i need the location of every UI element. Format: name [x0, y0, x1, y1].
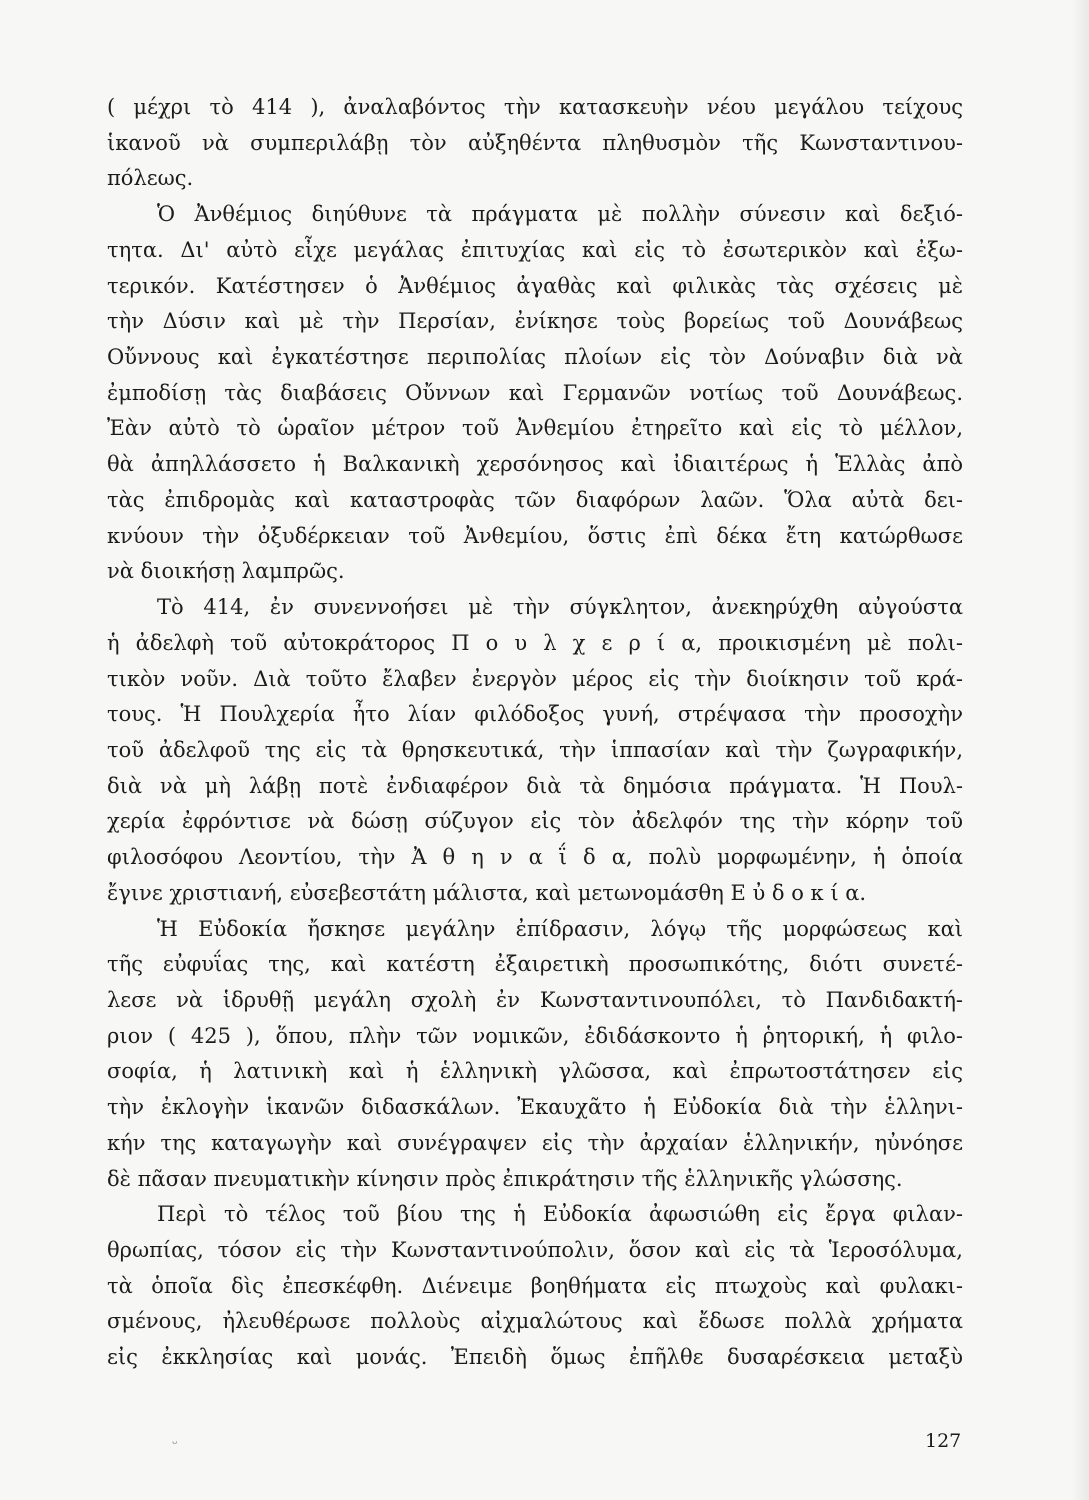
text-line: τητα. Δι' αὐτὸ εἶχε μεγάλας ἐπιτυχίας καὶ εἰς τὸ ἐσωτερικὸν καὶ ἐξω- — [107, 237, 963, 262]
page-number: 127 — [925, 1430, 962, 1452]
text-line: νὰ διοικήσῃ λαμπρῶς. — [107, 559, 345, 584]
text-line: τῆς εὐφυΐας της, καὶ κατέστη ἐξαιρετικὴ προσωπικότης, διότι συνετέ- — [107, 952, 963, 977]
text-line: θὰ ἀπηλλάσσετο ἡ Βαλκανικὴ χερσόνησος καὶ ἰδιαιτέρως ἡ Ἑλλὰς ἀπὸ — [107, 452, 963, 477]
text-line: σμένους, ἠλευθέρωσε πολλοὺς αἰχμαλώτους καὶ ἔδωσε πολλὰ χρήματα — [107, 1309, 963, 1334]
text-line: δὲ πᾶσαν πνευματικὴν κίνησιν πρὸς ἐπικράτησιν τῆς ἑλληνικῆς γλώσσης. — [107, 1166, 903, 1191]
text-line: Τὸ 414, ἐν συνεννοήσει μὲ τὴν σύγκλητον, ἀνεκηρύχθη αὐγούστα — [157, 595, 963, 620]
text-line: τους. Ἡ Πουλχερία ἦτο λίαν φιλόδοξος γυνή, στρέψασα τὴν προσοχὴν — [107, 702, 963, 727]
text-line: ( μέχρι τὸ 414 ), ἀναλαβόντος τὴν κατασκευὴν νέου μεγάλου τείχους — [107, 95, 963, 119]
text-line: τὰς ἐπιδρομὰς καὶ καταστροφὰς τῶν διαφόρων λαῶν. Ὅλα αὐτὰ δει- — [107, 487, 963, 512]
text-line: Ὁ Ἀνθέμιος διηύθυνε τὰ πράγματα μὲ πολλὴν σύνεσιν καὶ δεξιό- — [157, 202, 963, 227]
text-line: τοῦ ἀδελφοῦ της εἰς τὰ θρησκευτικά, τὴν ἱππασίαν καὶ τὴν ζωγραφικήν, — [107, 737, 963, 762]
page-edge-shadow — [1071, 0, 1089, 1500]
text-line: τικὸν νοῦν. Διὰ τοῦτο ἔλαβεν ἐνεργὸν μέρος εἰς τὴν διοίκησιν τοῦ κρά- — [107, 666, 963, 691]
text-line: χερία ἐφρόντισε νὰ δώσῃ σύζυγον εἰς τὸν ἀδελφόν της τὴν κόρην τοῦ — [107, 809, 963, 834]
text-line: λεσε νὰ ἱδρυθῇ μεγάλη σχολὴ ἐν Κωνσταντινουπόλει, τὸ Πανδιδακτή- — [107, 987, 963, 1012]
text-line: Ἡ Εὐδοκία ἤσκησε μεγάλην ἐπίδρασιν, λόγῳ τῆς μορφώσεως καὶ — [157, 916, 963, 941]
text-line: κνύουν τὴν ὀξυδέρκειαν τοῦ Ἀνθεμίου, ὅστις ἐπὶ δέκα ἔτη κατώρθωσε — [107, 523, 963, 548]
text-line: ἔγινε χριστιανή, εὐσεβεστάτη μάλιστα, καὶ μετωνομάσθη Ε ὐ δ ο κ ί α. — [107, 880, 867, 905]
text-line: ριον ( 425 ), ὅπου, πλὴν τῶν νομικῶν, ἐδιδάσκοντο ἡ ῥητορική, ἡ φιλο- — [107, 1023, 963, 1048]
text-line: Οὔννους καὶ ἐγκατέστησε περιπολίας πλοίων εἰς τὸν Δούναβιν διὰ νὰ — [107, 345, 963, 370]
text-line: πόλεως. — [107, 166, 194, 191]
text-line: κήν της καταγωγὴν καὶ συνέγραψεν εἰς τὴν ἀρχαίαν ἑλληνικήν, ηὐνόησε — [107, 1130, 963, 1155]
text-line: διὰ νὰ μὴ λάβῃ ποτὲ ἐνδιαφέρον διὰ τὰ δημόσια πράγματα. Ἡ Πουλ- — [107, 773, 963, 798]
text-line: τερικόν. Κατέστησεν ὁ Ἀνθέμιος ἀγαθὰς καὶ φιλικὰς τὰς σχέσεις μὲ — [107, 273, 963, 298]
text-line: Ἐὰν αὐτὸ τὸ ὡραῖον μέτρον τοῦ Ἀνθεμίου ἐτηρεῖτο καὶ εἰς τὸ μέλλον, — [107, 416, 963, 441]
text-line: Περὶ τὸ τέλος τοῦ βίου της ἡ Εὐδοκία ἀφωσιώθη εἰς ἔργα φιλαν- — [157, 1202, 963, 1227]
text-line: εἰς ἐκκλησίας καὶ μονάς. Ἐπειδὴ ὅμως ἐπῆλθε δυσαρέσκεια μεταξὺ — [107, 1345, 963, 1370]
text-line: θρωπίας, τόσον εἰς τὴν Κωνσταντινούπολιν, ὅσον καὶ εἰς τὰ Ἱεροσόλυμα, — [107, 1238, 963, 1262]
body-text — [107, 90, 963, 1376]
text-line: φιλοσόφου Λεοντίου, τὴν Ἀ θ η ν α ΐ δ α, πολὺ μορφωμένην, ἡ ὁποία — [107, 845, 963, 870]
text-line: τὰ ὁποῖα δὶς ἐπεσκέφθη. Διένειμε βοηθήματα εἰς πτωχοὺς καὶ φυλακι- — [107, 1273, 963, 1298]
text-line: τὴν ἐκλογὴν ἱκανῶν διδασκάλων. Ἐκαυχᾶτο ἡ Εὐδοκία διὰ τὴν ἑλληνι- — [107, 1095, 963, 1120]
print-speck: ᴗ — [172, 1437, 178, 1447]
text-line: τὴν Δύσιν καὶ μὲ τὴν Περσίαν, ἐνίκησε τοὺς βορείως τοῦ Δουνάβεως — [107, 309, 963, 334]
text-line: ἱκανοῦ νὰ συμπεριλάβῃ τὸν αὐξηθέντα πληθυσμὸν τῆς Κωνσταντινου- — [107, 130, 963, 155]
text-line: ἐμποδίσῃ τὰς διαβάσεις Οὔννων καὶ Γερμανῶν νοτίως τοῦ Δουνάβεως. — [107, 380, 963, 405]
text-line: σοφία, ἡ λατινικὴ καὶ ἡ ἑλληνικὴ γλῶσσα, καὶ ἐπρωτοστάτησεν εἰς — [107, 1059, 963, 1084]
text-line: ἡ ἀδελφὴ τοῦ αὐτοκράτορος Π ο υ λ χ ε ρ ί α, προικισμένη μὲ πολι- — [107, 630, 963, 655]
